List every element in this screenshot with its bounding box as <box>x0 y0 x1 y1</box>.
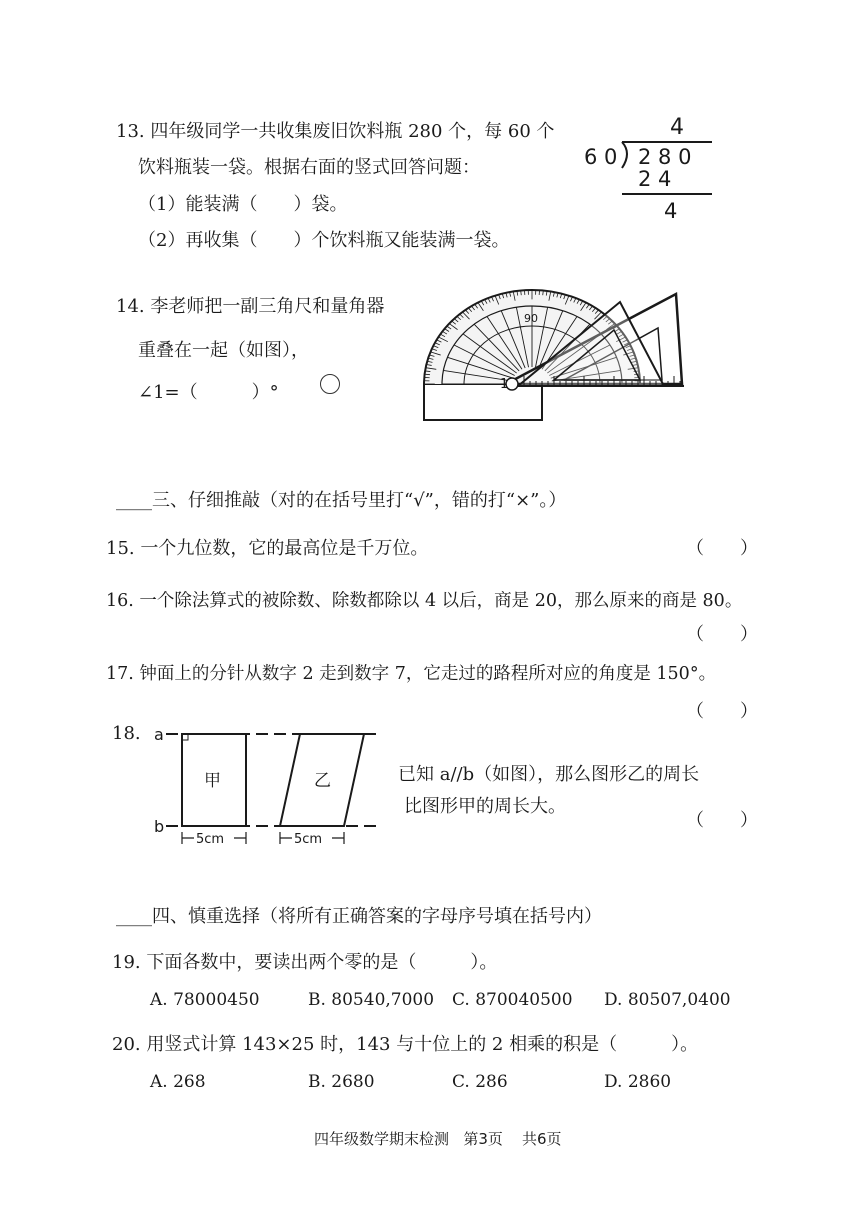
q16-text: 16. 一个除法算式的被除数、除数都除以 4 以后，商是 20，那么原来的商是 80。 <box>106 591 743 611</box>
division-quotient: 4 <box>670 115 684 140</box>
section4-title: 四、慎重选择（将所有正确答案的字母序号填在括号内） <box>152 906 602 927</box>
section4-blank: ____ <box>116 906 152 927</box>
line-b-label: b <box>154 817 165 836</box>
long-division-figure <box>580 108 720 228</box>
scale-90-label: 90 <box>524 312 538 325</box>
q20-option-b[interactable]: B. 2680 <box>308 1072 375 1092</box>
q19-option-c[interactable]: C. 870040500 <box>452 990 573 1010</box>
q19-option-d[interactable]: D. 80507,0400 <box>604 990 731 1010</box>
section3-title: 三、仔细推敲（对的在括号里打“√”，错的打“×”。） <box>152 490 567 511</box>
shape-jia-label: 甲 <box>204 771 221 791</box>
q13-sub2: （2）再收集（ ）个饮料瓶又能装满一袋。 <box>138 230 510 251</box>
protractor-triangle-figure <box>414 286 690 430</box>
q17-answer-paren[interactable]: （ ） <box>686 701 758 722</box>
section3-blank: ____ <box>116 490 152 511</box>
footer-page: 第3页 <box>463 1130 503 1148</box>
footer-total: 共6页 <box>521 1130 562 1148</box>
angle-1-label: 1 <box>500 377 509 392</box>
q15-text: 15. 一个九位数，它的最高位是千万位。 <box>106 538 429 559</box>
q16-answer-paren[interactable]: （ ） <box>686 624 758 645</box>
q20-option-c[interactable]: C. 286 <box>452 1072 508 1092</box>
q18-text2: 比图形甲的周长大。 <box>404 796 566 817</box>
q20-option-d[interactable]: D. 2860 <box>604 1072 672 1092</box>
division-product: 2 4 <box>638 167 672 191</box>
q15-answer-paren[interactable]: （ ） <box>686 538 758 559</box>
division-divisor: 6 0 <box>584 145 618 169</box>
q18-answer-paren[interactable]: （ ） <box>686 810 758 831</box>
q18-number: 18. <box>112 723 141 744</box>
page-footer <box>314 1128 562 1149</box>
q14-line3: ∠1=（ ）° <box>138 382 279 403</box>
division-bracket <box>622 142 627 168</box>
shape-yi-label: 乙 <box>314 771 331 791</box>
line-a-label: a <box>154 725 164 744</box>
division-remainder: 4 <box>664 199 678 223</box>
parallel-lines-figure <box>150 720 390 850</box>
q18-text1: 已知 a//b（如图），那么图形乙的周长 <box>398 764 700 785</box>
q13-sub1: （1）能装满（ ）袋。 <box>138 194 348 215</box>
width-yi-label: 5cm <box>294 832 323 847</box>
q20-text: 20. 用竖式计算 143×25 时，143 与十位上的 2 相乘的积是（ ）。 <box>112 1034 699 1055</box>
section4-heading <box>116 902 602 928</box>
footer-title: 四年级数学期末检测 <box>314 1130 450 1148</box>
q14-line2: 重叠在一起（如图）， <box>138 340 309 361</box>
q19-option-b[interactable]: B. 80540,7000 <box>308 990 435 1010</box>
section3-heading <box>116 486 566 512</box>
q17-text: 17. 钟面上的分针从数字 2 走到数字 7，它走过的路程所对应的角度是 150°。 <box>106 664 717 684</box>
q14-line1: 14. 李老师把一副三角尺和量角器 <box>116 296 385 317</box>
q13-line2: 饮料瓶装一袋。根据右面的竖式回答问题： <box>138 157 480 178</box>
division-dividend: 2 8 0 <box>638 145 692 169</box>
width-jia-label: 5cm <box>196 832 225 847</box>
q20-option-a[interactable]: A. 268 <box>150 1072 206 1092</box>
q19-option-a[interactable]: A. 78000450 <box>150 990 260 1010</box>
q13-line1: 13. 四年级同学一共收集废旧饮料瓶 280 个，每 60 个 <box>116 121 555 142</box>
circle-mark-icon <box>320 374 340 394</box>
q19-text: 19. 下面各数中，要读出两个零的是（ ）。 <box>112 952 498 973</box>
